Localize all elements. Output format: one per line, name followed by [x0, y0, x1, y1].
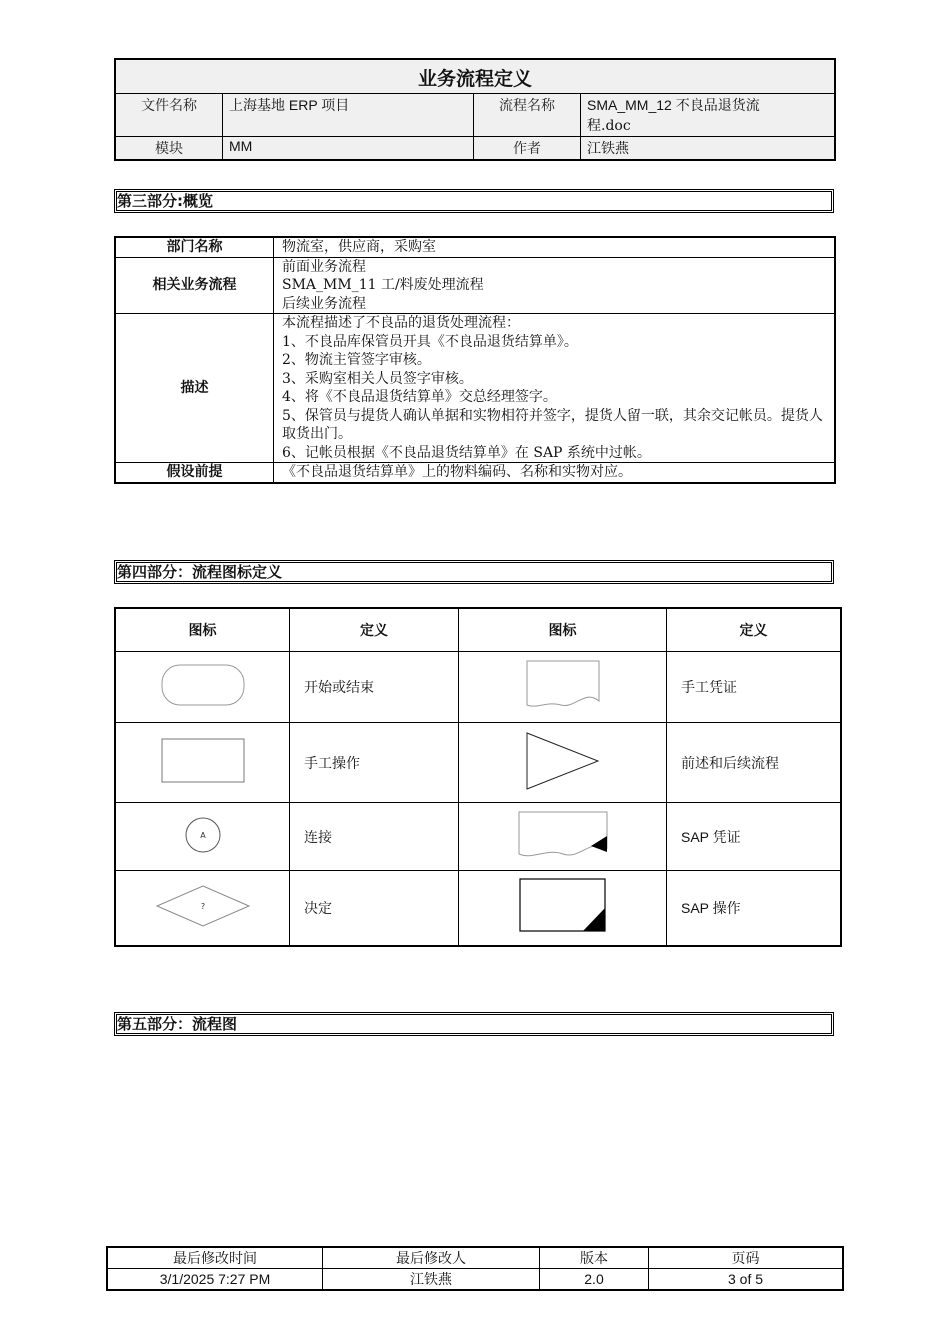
- col-header-icon: 图标: [459, 608, 667, 652]
- description-line: 3、采购室相关人员签字审核。: [282, 370, 473, 387]
- definition-sap-document: SAP 凭证: [667, 803, 842, 871]
- manual-operation-icon: [161, 738, 245, 784]
- definition-manual-operation: 手工操作: [290, 723, 459, 803]
- overview-table: [114, 236, 836, 484]
- sap-document-icon: [517, 810, 609, 860]
- connector-icon: [183, 815, 223, 855]
- description-line: 本流程描述了不良品的退货处理流程：: [282, 315, 520, 331]
- definition-manual-document: 手工凭证: [667, 652, 842, 723]
- section-title-flowchart: 第五部分：流程图: [114, 1012, 834, 1036]
- footer-version: 2.0: [540, 1269, 649, 1291]
- manual-document-icon: [525, 659, 601, 711]
- definition-start-end: 开始或结束: [290, 652, 459, 723]
- description-value: [274, 314, 836, 463]
- terminator-icon: [161, 664, 245, 706]
- description-label: 描述: [115, 314, 274, 463]
- sap-operation-icon: [519, 878, 607, 934]
- description-line: 4、将《不良品退货结算单》交总经理签字。: [282, 389, 557, 405]
- previous-next-process-icon: [525, 731, 601, 791]
- footer-page-number: 3 of 5: [649, 1269, 844, 1291]
- col-header-definition: 定义: [667, 608, 842, 652]
- related-line: SMA_MM_11 工/料废处理流程: [282, 277, 484, 293]
- author-value: 江铁燕: [581, 137, 836, 161]
- description-line: 5、保管员与提货人确认单据和实物相符并签字，提货人留一联，其余交记帐员。提货人取货出门。: [282, 407, 823, 442]
- document-shape-cell: [459, 652, 667, 723]
- process-name-value: [581, 94, 836, 137]
- document-title: 业务流程定义: [115, 59, 835, 94]
- related-process-label: 相关业务流程: [115, 257, 274, 314]
- definition-connector: 连接: [290, 803, 459, 871]
- definition-previous-next-process: 前述和后续流程: [667, 723, 842, 803]
- terminator-shape-cell: [115, 652, 290, 723]
- icon-definition-table: [114, 607, 842, 947]
- decision-symbol: ?: [200, 901, 205, 911]
- connector-letter: A: [199, 830, 206, 840]
- process-shape-cell: [115, 723, 290, 803]
- assumption-value: 《不良品退货结算单》上的物料编码、名称和实物对应。: [274, 463, 836, 483]
- process-name-line2: 程.doc: [587, 118, 631, 134]
- module-value: MM: [223, 137, 474, 161]
- related-line: 前面业务流程: [282, 258, 366, 275]
- file-name-value: 上海基地 ERP 项目: [223, 94, 474, 137]
- footer-label-version: 版本: [540, 1247, 649, 1269]
- sap-operation-shape-cell: [459, 871, 667, 946]
- related-process-value: [274, 257, 836, 314]
- description-line: 1、不良品库保管员开具《不良品退货结算单》。: [282, 333, 578, 350]
- connector-shape-cell: [115, 803, 290, 871]
- module-label: 模块: [115, 137, 223, 161]
- dept-label: 部门名称: [115, 237, 274, 257]
- assumption-label: 假设前提: [115, 463, 274, 483]
- definition-decision: 决定: [290, 871, 459, 946]
- footer-label-page: 页码: [649, 1247, 844, 1269]
- dept-value: 物流室，供应商，采购室: [274, 237, 836, 257]
- process-name-label: 流程名称: [474, 94, 581, 137]
- col-header-icon: 图标: [115, 608, 290, 652]
- document-footer: [106, 1246, 844, 1291]
- footer-label-modified-time: 最后修改时间: [107, 1247, 323, 1269]
- footer-modified-time: 3/1/2025 7:27 PM: [107, 1269, 323, 1291]
- description-line: 6、记帐员根据《不良品退货结算单》在 SAP 系统中过帐。: [282, 444, 651, 461]
- decision-shape-cell: [115, 871, 290, 946]
- document-header: [114, 58, 836, 161]
- col-header-definition: 定义: [290, 608, 459, 652]
- process-name-line1: SMA_MM_12 不良品退货流: [587, 97, 760, 113]
- footer-label-modified-by: 最后修改人: [323, 1247, 540, 1269]
- description-line: 2、物流主管签字审核。: [282, 352, 431, 368]
- section-title-icon-definitions: 第四部分：流程图标定义: [114, 560, 834, 584]
- footer-modified-by: 江铁燕: [323, 1269, 540, 1291]
- decision-icon: [155, 884, 251, 928]
- offpage-shape-cell: [459, 723, 667, 803]
- definition-sap-operation: SAP 操作: [667, 871, 842, 946]
- sap-document-shape-cell: [459, 803, 667, 871]
- related-line: 后续业务流程: [282, 295, 366, 312]
- section-title-overview: 第三部分:概览: [114, 189, 834, 213]
- author-label: 作者: [474, 137, 581, 161]
- file-name-label: 文件名称: [115, 94, 223, 137]
